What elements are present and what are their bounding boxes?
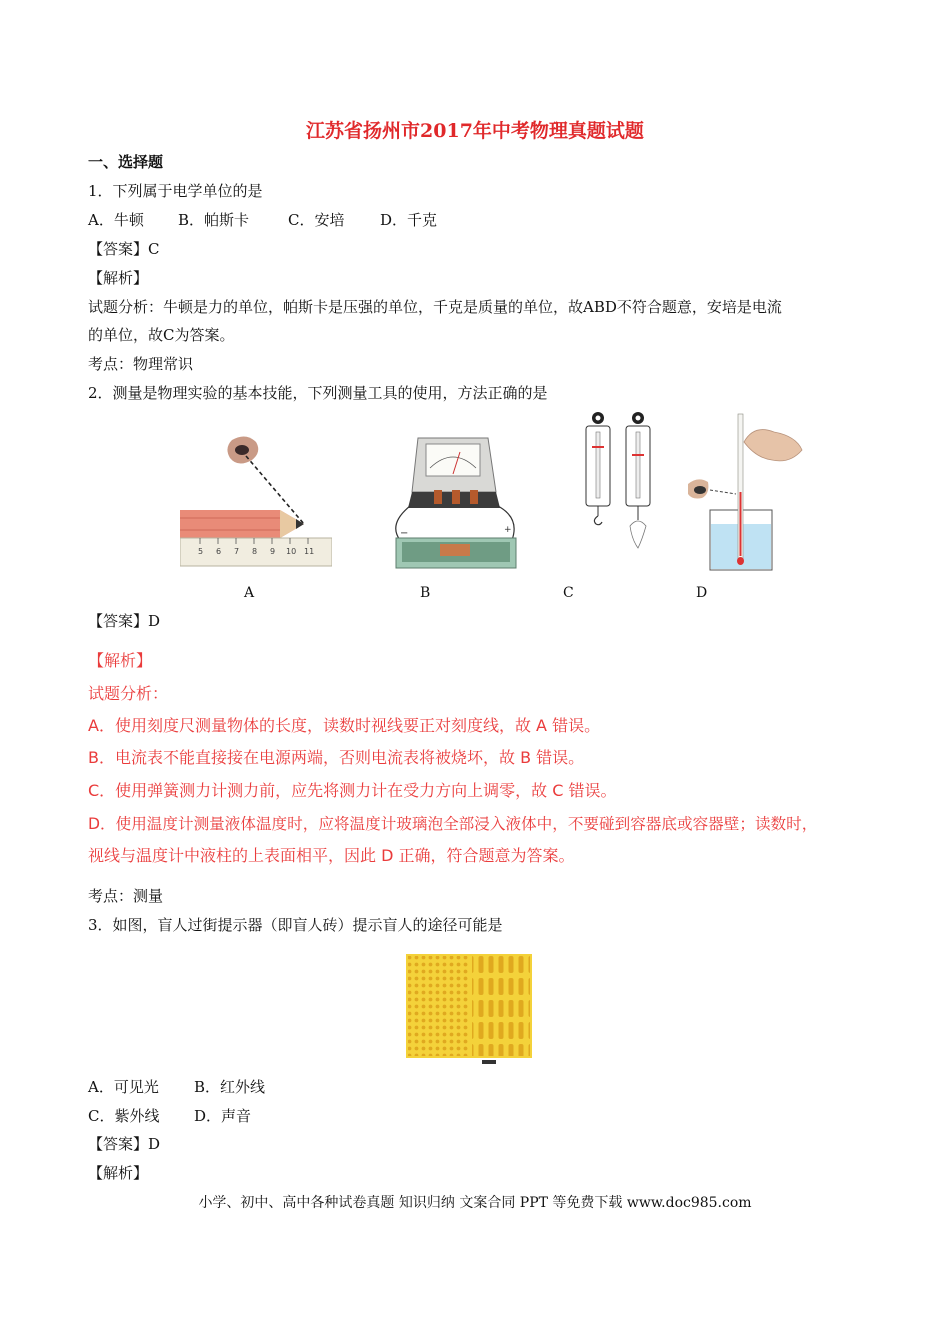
q1-point: 考点：物理常识 bbox=[88, 355, 194, 373]
q3-option-c: C．紫外线 bbox=[88, 1107, 160, 1125]
q2-point: 考点：测量 bbox=[88, 887, 164, 905]
ruler-tick-label: 9 bbox=[270, 547, 276, 556]
page-footer: 小学、初中、高中各种试卷真题 知识归纳 文案合同 PPT 等免费下载 www.doc985.com bbox=[198, 1195, 752, 1211]
ruler-tick-label: 8 bbox=[252, 547, 258, 556]
q2-answer: 【答案】D bbox=[88, 612, 161, 630]
section-heading: 一、选择题 bbox=[88, 153, 164, 171]
q3-option-b: B．红外线 bbox=[194, 1078, 266, 1096]
q3-analysis-label: 【解析】 bbox=[88, 1164, 149, 1182]
tactile-paving-figure bbox=[406, 954, 532, 1066]
q3-options-row2 bbox=[88, 1106, 251, 1126]
figure-label-d: D bbox=[696, 585, 708, 601]
ruler-pencil-figure bbox=[180, 420, 332, 568]
q3-answer: 【答案】D bbox=[88, 1135, 161, 1153]
q2-analysis-c: C．使用弹簧测力计测力前，应先将测力计在受力方向上调零，故 C 错误。 bbox=[88, 781, 617, 800]
figure-label-a: A bbox=[244, 585, 255, 601]
ruler-tick-label: 6 bbox=[216, 547, 222, 556]
q1-analysis-label: 【解析】 bbox=[88, 269, 149, 287]
q2-analysis-label: 【解析】 bbox=[88, 651, 153, 670]
thermometer-figure bbox=[688, 412, 808, 572]
figure-label-c: C bbox=[563, 585, 574, 601]
ruler-tick-label: 11 bbox=[304, 547, 315, 556]
svg-text:−: − bbox=[400, 528, 409, 539]
q2-analysis-d1: D．使用温度计测量液体温度时，应将温度计玻璃泡全部浸入液体中，不要碰到容器底或容器壁；读数时， bbox=[88, 815, 818, 833]
q2-stem: 2．测量是物理实验的基本技能，下列测量工具的使用，方法正确的是 bbox=[88, 384, 548, 402]
q2-analysis-head: 试题分析： bbox=[88, 684, 169, 703]
q1-analysis-line2: 的单位，故C为答案。 bbox=[88, 326, 235, 344]
q1-option-a: A．牛顿 bbox=[88, 211, 144, 229]
q1-option-b: B．帕斯卡 bbox=[178, 211, 250, 229]
q1-options bbox=[88, 210, 437, 230]
page-title: 江苏省扬州市2017年中考物理真题试题 bbox=[306, 120, 644, 142]
q1-option-d: D．千克 bbox=[380, 211, 438, 229]
spring-scale-figure bbox=[578, 410, 660, 566]
q2-analysis-a: A．使用刻度尺测量物体的长度，读数时视线要正对刻度线，故 A 错误。 bbox=[88, 716, 601, 735]
ruler-tick-label: 10 bbox=[286, 547, 297, 556]
q3-option-a: A．可见光 bbox=[88, 1078, 159, 1096]
q3-options-row1 bbox=[88, 1077, 265, 1097]
svg-text:+: + bbox=[504, 525, 512, 535]
q1-stem: 1．下列属于电学单位的是 bbox=[88, 182, 263, 200]
ammeter-figure bbox=[388, 428, 520, 572]
q1-analysis-line1: 试题分析：牛顿是力的单位，帕斯卡是压强的单位，千克是质量的单位，故ABD不符合题意，安培是电流 bbox=[88, 298, 782, 316]
ruler-tick-label: 7 bbox=[234, 547, 240, 556]
q1-answer: 【答案】C bbox=[88, 240, 160, 258]
q3-option-d: D．声音 bbox=[194, 1107, 252, 1125]
q2-analysis-b: B．电流表不能直接接在电源两端，否则电流表将被烧坏，故 B 错误。 bbox=[88, 748, 585, 767]
q3-stem: 3．如图，盲人过街提示器（即盲人砖）提示盲人的途径可能是 bbox=[88, 916, 503, 934]
q1-option-c: C．安培 bbox=[288, 211, 345, 229]
ruler-tick-label: 5 bbox=[198, 547, 204, 556]
q2-analysis-d2: 视线与温度计中液柱的上表面相平，因此 D 正确，符合题意为答案。 bbox=[88, 846, 575, 865]
figure-label-b: B bbox=[420, 585, 431, 601]
